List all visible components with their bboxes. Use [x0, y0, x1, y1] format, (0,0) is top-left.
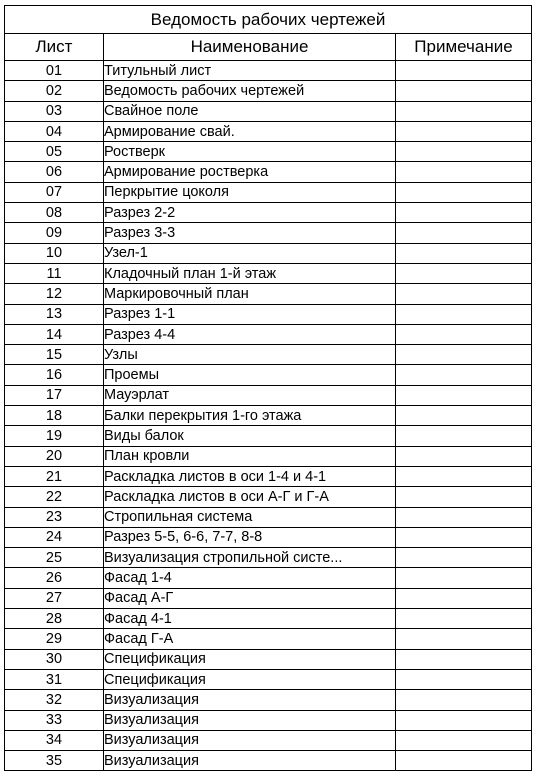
- note-cell: [396, 61, 532, 81]
- sheet-name-cell: Кладочный план 1-й этаж: [104, 263, 396, 283]
- sheet-number-cell: 34: [5, 730, 104, 750]
- sheet-number-cell: 29: [5, 629, 104, 649]
- sheet-name-cell: Раскладка листов в оси 1-4 и 4-1: [104, 466, 396, 486]
- sheet-name-cell: Фасад 1-4: [104, 568, 396, 588]
- sheet-number-cell: 31: [5, 669, 104, 689]
- table-row: [5, 365, 532, 385]
- table-header-row: [5, 34, 532, 61]
- sheet-number-cell: 11: [5, 263, 104, 283]
- sheet-name-cell: Фасад А-Г: [104, 588, 396, 608]
- sheet-name-cell: Титульный лист: [104, 61, 396, 81]
- note-cell: [396, 730, 532, 750]
- note-cell: [396, 466, 532, 486]
- note-cell: [396, 710, 532, 730]
- sheet-number-cell: 17: [5, 385, 104, 405]
- sheet-name-cell: Проемы: [104, 365, 396, 385]
- sheet-name-cell: Разрез 3-3: [104, 223, 396, 243]
- sheet-name-cell: Мауэрлат: [104, 385, 396, 405]
- note-cell: [396, 568, 532, 588]
- sheet-name-cell: Разрез 1-1: [104, 304, 396, 324]
- note-cell: [396, 365, 532, 385]
- note-cell: [396, 588, 532, 608]
- sheet-number-cell: 33: [5, 710, 104, 730]
- table-row: [5, 345, 532, 365]
- table-row: [5, 507, 532, 527]
- table-row: [5, 81, 532, 101]
- note-cell: [396, 446, 532, 466]
- sheet-number-cell: 01: [5, 61, 104, 81]
- sheet-name-cell: Ростверк: [104, 142, 396, 162]
- table-row: [5, 203, 532, 223]
- note-cell: [396, 142, 532, 162]
- sheet-name-cell: Свайное поле: [104, 101, 396, 121]
- table-row: [5, 730, 532, 750]
- note-cell: [396, 182, 532, 202]
- sheet-number-cell: 19: [5, 426, 104, 446]
- sheet-name-cell: Перкрытие цоколя: [104, 182, 396, 202]
- sheet-number-cell: 30: [5, 649, 104, 669]
- note-cell: [396, 690, 532, 710]
- table-row: [5, 406, 532, 426]
- table-title-row: [5, 6, 532, 34]
- sheet-name-cell: Маркировочный план: [104, 284, 396, 304]
- note-cell: [396, 609, 532, 629]
- table-row: [5, 385, 532, 405]
- table-row: [5, 304, 532, 324]
- sheet-number-cell: 16: [5, 365, 104, 385]
- sheet-number-cell: 08: [5, 203, 104, 223]
- sheet-number-cell: 20: [5, 446, 104, 466]
- note-cell: [396, 548, 532, 568]
- note-cell: [396, 81, 532, 101]
- table-row: [5, 263, 532, 283]
- sheet-name-cell: Армирование ростверка: [104, 162, 396, 182]
- note-cell: [396, 203, 532, 223]
- table-row: [5, 609, 532, 629]
- sheet-number-cell: 10: [5, 243, 104, 263]
- table-row: [5, 426, 532, 446]
- note-cell: [396, 304, 532, 324]
- table-row: [5, 751, 532, 771]
- sheet-name-cell: Спецификация: [104, 669, 396, 689]
- table-row: [5, 324, 532, 344]
- sheet-name-cell: Визуализация стропильной систе...: [104, 548, 396, 568]
- sheet-name-cell: Виды балок: [104, 426, 396, 446]
- table-row: [5, 588, 532, 608]
- table-row: [5, 710, 532, 730]
- sheet-name-cell: Разрез 2-2: [104, 203, 396, 223]
- note-cell: [396, 223, 532, 243]
- sheet-number-cell: 27: [5, 588, 104, 608]
- table-row: [5, 487, 532, 507]
- sheet-number-cell: 12: [5, 284, 104, 304]
- sheet-number-cell: 18: [5, 406, 104, 426]
- sheet-number-cell: 28: [5, 609, 104, 629]
- sheet-name-cell: Стропильная система: [104, 507, 396, 527]
- column-header-note: Примечание: [396, 34, 532, 61]
- table-row: [5, 690, 532, 710]
- sheet-number-cell: 23: [5, 507, 104, 527]
- note-cell: [396, 385, 532, 405]
- note-cell: [396, 406, 532, 426]
- note-cell: [396, 345, 532, 365]
- table-row: [5, 629, 532, 649]
- sheet-name-cell: Ведомость рабочих чертежей: [104, 81, 396, 101]
- note-cell: [396, 751, 532, 771]
- column-header-name: Наименование: [104, 34, 396, 61]
- table-row: [5, 121, 532, 141]
- sheet-name-cell: Визуализация: [104, 730, 396, 750]
- note-cell: [396, 426, 532, 446]
- sheet-name-cell: Фасад Г-А: [104, 629, 396, 649]
- note-cell: [396, 284, 532, 304]
- note-cell: [396, 121, 532, 141]
- table-row: [5, 182, 532, 202]
- sheet-number-cell: 04: [5, 121, 104, 141]
- note-cell: [396, 629, 532, 649]
- table-row: [5, 527, 532, 547]
- table-row: [5, 649, 532, 669]
- sheet-number-cell: 03: [5, 101, 104, 121]
- sheet-name-cell: План кровли: [104, 446, 396, 466]
- table-row: [5, 568, 532, 588]
- sheet-name-cell: Спецификация: [104, 649, 396, 669]
- sheet-name-cell: Визуализация: [104, 751, 396, 771]
- table-row: [5, 446, 532, 466]
- sheet-number-cell: 05: [5, 142, 104, 162]
- sheet-number-cell: 32: [5, 690, 104, 710]
- sheet-number-cell: 02: [5, 81, 104, 101]
- sheet-number-cell: 15: [5, 345, 104, 365]
- table-title: Ведомость рабочих чертежей: [5, 6, 532, 34]
- sheet-number-cell: 06: [5, 162, 104, 182]
- sheet-number-cell: 13: [5, 304, 104, 324]
- note-cell: [396, 324, 532, 344]
- table-row: [5, 669, 532, 689]
- table-row: [5, 466, 532, 486]
- note-cell: [396, 243, 532, 263]
- sheet-name-cell: Узел-1: [104, 243, 396, 263]
- drawings-register-table: [4, 5, 532, 771]
- sheet-number-cell: 07: [5, 182, 104, 202]
- sheet-name-cell: Фасад 4-1: [104, 609, 396, 629]
- sheet-name-cell: Раскладка листов в оси А-Г и Г-А: [104, 487, 396, 507]
- sheet-name-cell: Визуализация: [104, 710, 396, 730]
- column-header-sheet: Лист: [5, 34, 104, 61]
- table-row: [5, 142, 532, 162]
- note-cell: [396, 487, 532, 507]
- table-row: [5, 223, 532, 243]
- sheet-number-cell: 26: [5, 568, 104, 588]
- sheet-name-cell: Разрез 5-5, 6-6, 7-7, 8-8: [104, 527, 396, 547]
- sheet-name-cell: Визуализация: [104, 690, 396, 710]
- table-row: [5, 162, 532, 182]
- note-cell: [396, 669, 532, 689]
- sheet-number-cell: 14: [5, 324, 104, 344]
- table-body: [5, 61, 532, 771]
- sheet-number-cell: 09: [5, 223, 104, 243]
- sheet-number-cell: 21: [5, 466, 104, 486]
- sheet-name-cell: Балки перекрытия 1-го этажа: [104, 406, 396, 426]
- note-cell: [396, 507, 532, 527]
- note-cell: [396, 101, 532, 121]
- table-row: [5, 101, 532, 121]
- table-row: [5, 243, 532, 263]
- sheet-name-cell: Разрез 4-4: [104, 324, 396, 344]
- table-row: [5, 548, 532, 568]
- table-row: [5, 284, 532, 304]
- sheet-name-cell: Узлы: [104, 345, 396, 365]
- note-cell: [396, 527, 532, 547]
- note-cell: [396, 162, 532, 182]
- sheet-name-cell: Армирование свай.: [104, 121, 396, 141]
- note-cell: [396, 649, 532, 669]
- sheet-number-cell: 25: [5, 548, 104, 568]
- sheet-number-cell: 35: [5, 751, 104, 771]
- note-cell: [396, 263, 532, 283]
- sheet-number-cell: 22: [5, 487, 104, 507]
- sheet-number-cell: 24: [5, 527, 104, 547]
- table-row: [5, 61, 532, 81]
